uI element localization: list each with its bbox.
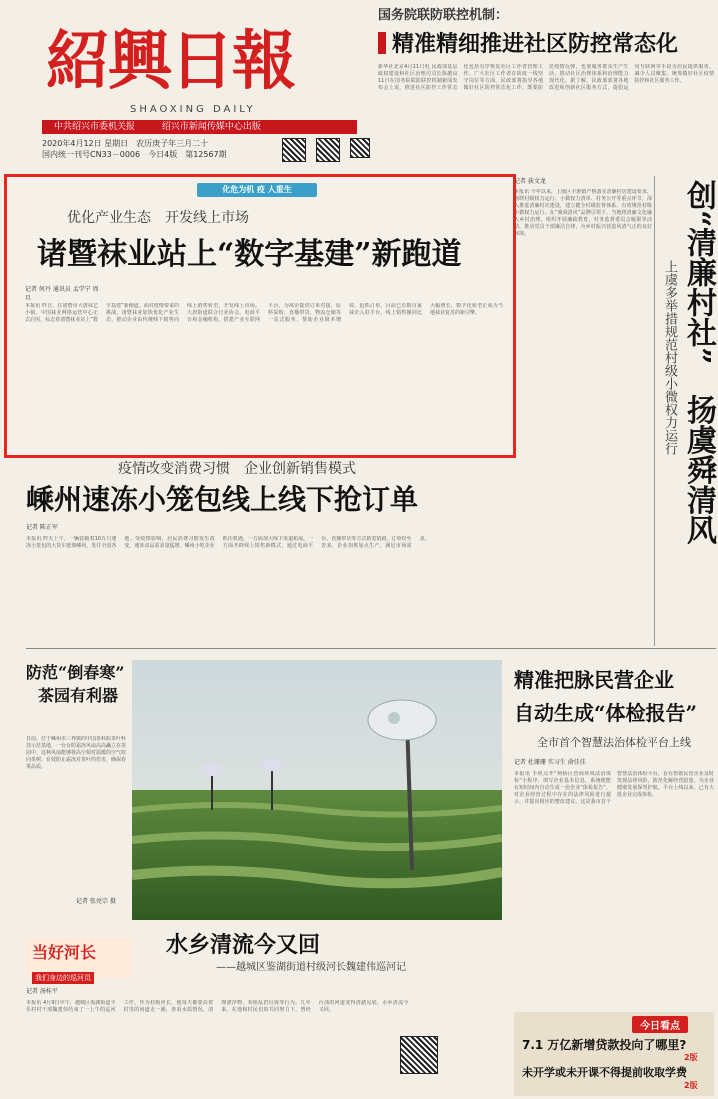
column-tag — [26, 938, 132, 982]
vertical-headline-main: 创“清廉村社” 扬虞舜清风 — [681, 180, 716, 545]
article-headline[interactable]: 诸暨袜业站上“数字基建”新跑道 — [37, 237, 462, 272]
photo-credit: 记者 张亮宗 摄 — [76, 898, 116, 905]
feature-headline[interactable]: 防范“倒春寒” — [26, 663, 125, 682]
tea-garden-photo — [132, 660, 502, 920]
vertical-headline[interactable] — [660, 180, 716, 640]
page-reference: 2版 — [684, 1053, 698, 1062]
newspaper-logo: 紹興日報 — [46, 24, 294, 99]
today-label: 今日看点 — [632, 1016, 688, 1033]
qr-code-icon[interactable] — [282, 138, 306, 162]
masthead-bar — [42, 120, 357, 134]
headline-marker — [378, 32, 386, 54]
article-headline[interactable]: 精准精细推进社区防控常态化 — [392, 31, 679, 57]
publisher-label: 中共绍兴市委机关报 — [54, 122, 136, 132]
article-headline[interactable]: 自动生成“体检报告” — [514, 701, 698, 725]
river-chief-article — [26, 928, 510, 1094]
feature-headline[interactable]: 茶园有利器 — [38, 686, 119, 705]
article-body: 本报讯 昨天上午，一辆装载着10万只速冻小笼包的大货车驶离嵊州，发往全国各地。受疫情影响，居民消费习惯发生改变，速冻食品需求量猛增。嵊州小吃企业抓住机遇，一方面加大线下渠道拓展，一方面开辟线上销售新模式，通过电商平台、直播带货等方式拓宽销路，订单纷至沓来，企业加班加点生产，满足市场需求。 — [26, 536, 430, 549]
article-body: 本报讯 昨日，在诸暨市大唐袜艺小镇，中国袜业网络运营中心正式启用，标志着诸暨袜业站上“数字基建”新跑道。面对疫情带来的挑战，诸暨袜业加快优化产业生态，推动企业由传统线下销售向线上销售转型，开发线上市场。大唐街道联合行业协会、电商平台和金融机构，搭建产业互联网平台，为袜企提供订单对接、原料采购、直播带货、物流仓储等一站式服务，帮助企业降本增效、抢抓订单。目前已有数百家袜企入驻平台，线上销售额同比大幅增长，数字化转型正成为当地袜业复苏的新引擎。 — [25, 303, 503, 323]
photo-caption: 日前，位于嵊州市三界镇的中国茶科院茶叶科技示范基地，一台台防霜冻风扇高高矗立在茶园中。这种风扇能够将高空相对温暖的空气吹向茶树，有效防止霜冻对茶叶的伤害，确保春茶品质。 — [26, 736, 126, 770]
featured-article — [4, 174, 516, 458]
qr-code-icon[interactable] — [350, 138, 370, 158]
article-subhead: 全市首个智慧法治体检平台上线 — [537, 736, 691, 749]
masthead — [0, 0, 375, 159]
photo-illustration — [132, 660, 502, 920]
article-body: 本报讯 今年以来，上虞区丰惠镇严格落实清廉村居建设要求，围绕村级权力运行、小微权力清单、村务公开等重点环节，深入推进清廉村社建设，建立健全村级监督体系，有效规范村级小微权力运行。在“虞舜清风”品牌引领下，当地将清廉文化融入乡村治理，组织开展廉政教育、村务监督委员会履职等活动，推动党员干部廉洁自律，为乡村振兴营造风清气正的良好环境。 — [514, 189, 652, 237]
article-byline: 记者 陈正军 — [26, 524, 58, 531]
article-byline: 记者 杜珊珊 实习生 俞佳佳 — [514, 759, 586, 766]
today-item[interactable]: 未开学或未开课不得提前收取学费 — [522, 1066, 687, 1079]
column-tag-title: 当好河长 — [32, 943, 97, 962]
issuer-label: 绍兴市新闻传媒中心出版 — [161, 122, 261, 132]
issue-date: 2020年4月12日 星期日 农历庚子年三月二十 国内统一刊号CN33－0006 今日4版 第12567期 — [42, 139, 227, 159]
article-body: 本报讯 4月9日中午，越城区鉴湖街道丰乐村村干部魏建伟结束了一上午的巡河工作。作为村级河长，他每天都要沿着村里的河道走一圈，查看水质情况、清理漂浮物、劝阻乱扔垃圾等行为。几年来，在他和村民们的共同努力下，曾经污浊的河道变得清澈见底，水乡清流今又回。 — [26, 1000, 409, 1013]
article-headline[interactable]: 嵊州速冻小笼包线上线下抢订单 — [26, 483, 419, 516]
article-kicker: 疫情改变消费习惯 企业创新销售模式 — [118, 461, 356, 477]
vertical-headline-sub: 上虞多举措规范村级小微权力运行 — [662, 260, 677, 455]
column-divider — [654, 176, 655, 646]
column-tag-subtitle: 我们身边的巡河员 — [32, 972, 94, 984]
today-item[interactable]: 7.1 万亿新增贷款投向了哪里? — [522, 1038, 687, 1052]
section-divider — [26, 648, 716, 649]
clean-village-article — [514, 176, 652, 656]
article-byline: 记者 汤桂平 — [26, 988, 58, 995]
qr-code-icon[interactable] — [316, 138, 340, 162]
article-kicker: 优化产业生态 开发线上市场 — [67, 210, 249, 226]
article-subhead: ——越城区鉴湖街道村级河长魏建伟巡河记 — [216, 962, 406, 973]
article-headline[interactable]: 精准把脉民营企业 — [514, 668, 674, 692]
today-highlights — [514, 1012, 714, 1096]
article-headline[interactable]: 水乡清流今又回 — [166, 932, 321, 958]
top-right-article — [378, 4, 714, 172]
page-reference: 2版 — [684, 1081, 698, 1090]
newspaper-name-en: SHAOXING DAILY — [130, 104, 256, 115]
column-tag: 化危为机 疫 人重生 — [197, 183, 317, 197]
qr-code-icon[interactable] — [400, 1036, 438, 1074]
article-kicker: 国务院联防联控机制： — [378, 8, 509, 23]
second-article — [26, 458, 510, 648]
article-body: 本报讯 手机点开“柯桥区营商环境法治体检”小程序，填写企业基本信息，系统便能在短时间内自动生成一份企业“体检报告”，对企业经营过程中存在的法律风险进行提示，并提出相应的整改建议。这是我市首个智慧法治体检平台，旨在帮助民营企业及时发现法律风险，防范化解经营隐患，为企业健康发展保驾护航。平台上线以来，已有大批企业完成体检。 — [514, 771, 714, 805]
article-body: 新华社北京4月11日电 民政部基层政权建设和社区治理司司长陈越良11日在国务院联防联控机制新闻发布会上说，推进社区防控工作常态化包括有序恢复社区工作者管理工作、广大社区工作者在防疫一线坚守岗位等方面。民政部将指导各地做好社区防控常态化工作，既要防范疫情反弹，也要服务群众生产生活，推动社区治理体系和治理能力现代化。据了解，民政部部署各地改进和创新社区服务方式，提倡运用互联网等手段为居民提供服务，减少人员聚集，统筹做好社区疫情防控和社区服务工作。 — [378, 64, 714, 91]
article-byline: 记者 何丹 通讯员 孟学宁 周 旦 — [25, 286, 99, 302]
article-byline: 记者 荻文龙 — [514, 178, 546, 185]
tea-garden-feature — [26, 660, 126, 920]
